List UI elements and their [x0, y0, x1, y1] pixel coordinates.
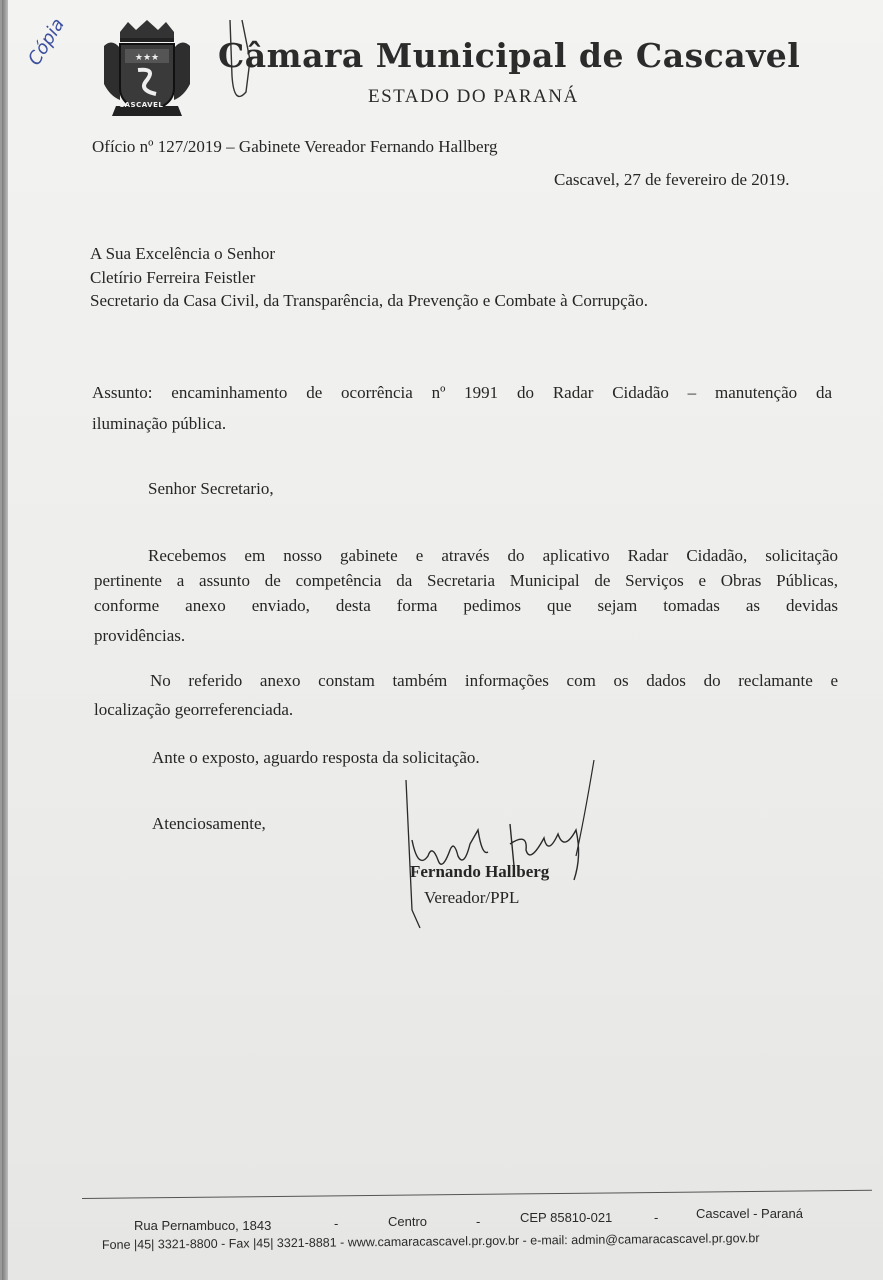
paragraph-line: Ante o exposto, aguardo resposta da solicitação. [152, 748, 480, 767]
paragraph-line: conforme anexo enviado, desta forma pedimos que sejam tomadas as devidas [94, 596, 838, 615]
subject-line: iluminação pública. [92, 414, 227, 433]
paragraph-line: localização georreferenciada. [94, 700, 294, 719]
footer-separator: - [476, 1214, 481, 1229]
footer-contacts: Fone |45| 3321-8800 - Fax |45| 3321-8881 - www.camaracascavel.pr.gov.br - e-mail: admin@camaracascavel.pr.gov.br [101, 1231, 760, 1252]
footer-separator: - [654, 1210, 659, 1225]
paragraph-line: pertinente a assunto de competência da Secretaria Municipal de Serviços e Obras Públicas, [94, 571, 838, 590]
closing: Atenciosamente, [152, 814, 266, 833]
salutation: Senhor Secretario, [148, 479, 274, 498]
state-subtitle: ESTADO DO PARANÁ [368, 86, 579, 107]
letter-date: Cascavel, 27 de fevereiro de 2019. [554, 170, 790, 189]
footer-street: Rua Pernambuco, 1843 [134, 1218, 272, 1233]
copy-handwritten-note: Cópia [24, 14, 69, 70]
recipient-line: Secretario da Casa Civil, da Transparência, da Prevenção e Combate à Corrupção. [90, 291, 648, 310]
recipient-line: Cletírio Ferreira Feistler [90, 268, 256, 287]
subject-line: Assunto: encaminhamento de ocorrência nº 1991 do Radar Cidadão – manutenção da [92, 383, 832, 402]
signer-name: Fernando Hallberg [410, 862, 550, 881]
crest-label: CASCAVEL [119, 101, 164, 109]
paragraph-line: Recebemos em nosso gabinete e através do aplicativo Radar Cidadão, solicitação [148, 546, 838, 565]
footer-divider [82, 1190, 872, 1199]
institution-title: Câmara Municipal de Cascavel [218, 36, 801, 75]
footer-cep: CEP 85810-021 [520, 1210, 613, 1225]
recipient-line: A Sua Excelência o Senhor [90, 244, 276, 263]
paragraph-line: No referido anexo constam também informações com os dados do reclamante e [150, 671, 838, 690]
footer-city: Cascavel - Paraná [696, 1206, 803, 1221]
page-edge-shadow [2, 0, 8, 1280]
letter-reference: Ofício nº 127/2019 – Gabinete Vereador Fernando Hallberg [92, 137, 498, 156]
svg-text:★★★: ★★★ [134, 53, 160, 63]
signer-role: Vereador/PPL [424, 888, 520, 907]
footer-separator: - [334, 1216, 339, 1231]
footer-district: Centro [388, 1214, 428, 1229]
paragraph-line: providências. [94, 626, 186, 645]
document-page [2, 0, 883, 1280]
